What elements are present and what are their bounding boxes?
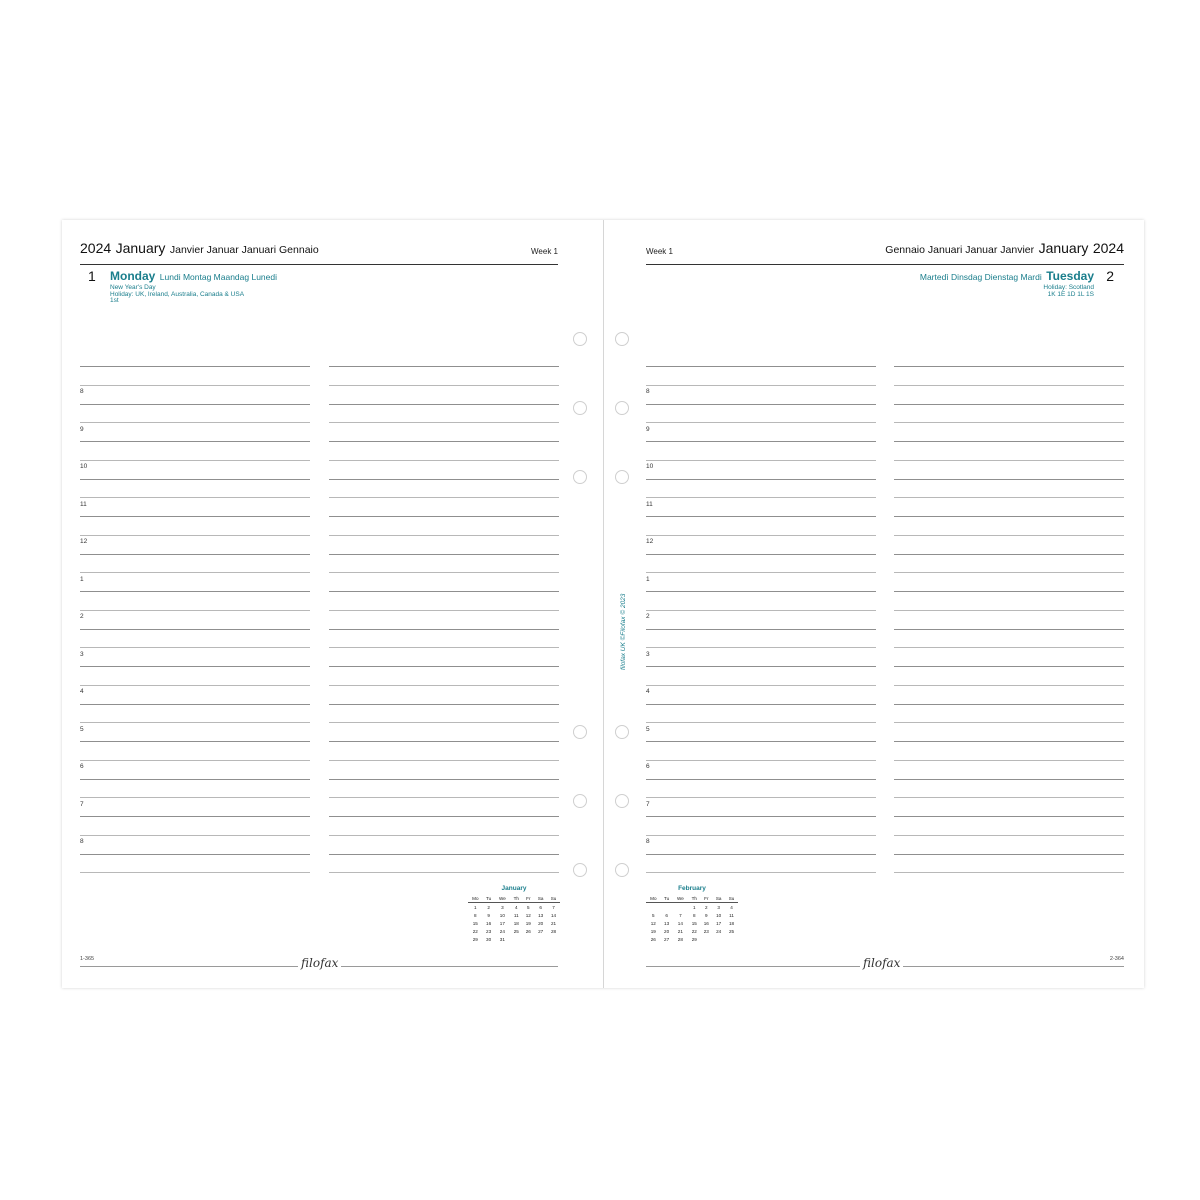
mini-cal-day: 11 [513,912,519,918]
ruled-line [329,760,559,761]
ruled-line [329,779,559,780]
mini-cal-day [673,903,689,912]
ruled-line [894,460,1124,461]
ruled-line [80,554,310,555]
mini-cal-day [661,903,673,912]
mini-cal-day: 9 [705,912,708,918]
ruled-line [329,366,559,367]
ruled-line [894,629,1124,630]
mini-cal-day: 2 [705,904,708,910]
ruled-line [646,666,876,667]
hour-label: 8 [646,838,650,845]
mini-cal-head: Mo [468,894,483,903]
binder-hole [615,725,629,739]
mini-cal-day [712,935,725,943]
mini-cal-day: 27 [538,928,544,934]
mini-cal-day [534,935,547,943]
ruled-line [894,835,1124,836]
ruled-line [646,854,876,855]
mini-cal-day: 23 [486,928,492,934]
mini-cal-day: 25 [728,928,735,934]
ruled-line [646,422,876,423]
mini-cal-day: 10 [499,912,505,918]
ruled-line [646,404,876,405]
ruled-line [894,516,1124,517]
ruled-line [894,779,1124,780]
ruled-line [894,797,1124,798]
right-page [604,220,1144,988]
ruled-line [894,666,1124,667]
mini-cal-day [522,935,534,943]
mini-cal-day: 20 [538,920,544,926]
mini-cal-head: Mo [646,894,661,903]
spine-copyright [618,540,632,670]
binder-hole [615,863,629,877]
mini-cal-day: 29 [691,936,697,942]
hour-label: 1 [646,575,650,583]
ruled-line [80,835,310,836]
ruled-line [80,816,310,817]
mini-cal-day: 14 [550,912,557,918]
hour-label: 6 [80,763,84,770]
mini-cal-head: Fr [700,894,712,903]
mini-cal-head: Fr [522,894,534,903]
mini-cal-day: 30 [486,936,492,942]
mini-cal-day: 26 [650,936,656,942]
mini-cal-day: 6 [665,912,668,918]
mini-calendar-title: February [678,885,706,892]
mini-cal-head: Tu [483,894,495,903]
left-day-note: New Year's Day [110,283,156,291]
mini-cal-head: Sa [712,894,725,903]
mini-cal-day: 15 [691,920,697,926]
ruled-line [329,666,559,667]
mini-cal-day: 9 [487,912,490,918]
mini-cal-day: 1 [693,904,696,910]
ruled-line [80,872,310,873]
ruled-line [329,816,559,817]
ruled-line [80,741,310,742]
hour-label: 10 [646,463,654,470]
right-header-title [885,240,1124,258]
hour-label: 7 [80,800,84,808]
hour-label: 4 [646,688,650,695]
left-header [80,236,558,265]
ruled-line [329,741,559,742]
mini-cal-head: Sa [534,894,547,903]
left-header-title [80,240,319,258]
mini-cal-day: 24 [716,928,722,934]
ruled-line [80,704,310,705]
ruled-line [329,722,559,723]
left-month: January [115,240,166,256]
binder-hole [615,470,629,484]
mini-cal-day: 6 [539,904,542,910]
ruled-line [646,591,876,592]
mini-calendar-january [468,885,560,943]
ruled-line [894,366,1124,367]
ruled-line [646,835,876,836]
ruled-line [80,629,310,630]
ruled-line [646,741,876,742]
ruled-line [329,647,559,648]
mini-calendar-february [646,885,738,943]
ruled-line [80,535,310,536]
ruled-line [329,497,559,498]
left-brand-logo: filofax [298,956,341,970]
mini-calendar-title: January [501,885,527,892]
ruled-line [646,872,876,873]
ruled-line [646,441,876,442]
ruled-line [894,535,1124,536]
hour-label: 5 [80,725,84,733]
left-year: 2024 [80,240,112,256]
hour-label: 12 [646,538,654,545]
binder-hole [615,401,629,415]
ruled-line [329,535,559,536]
ruled-line [894,872,1124,873]
hour-label: 11 [80,500,87,508]
right-page-code: 2-364 [1107,956,1124,962]
ruled-line [80,647,310,648]
left-month-translations: Janvier Januar Januari Gennaio [169,244,319,256]
mini-cal-head: Su [725,894,738,903]
ruled-line [894,572,1124,573]
ruled-line [646,535,876,536]
right-day-name: Tuesday [1046,269,1094,283]
binder-hole [573,725,587,739]
left-day-name: Monday [110,269,156,283]
hour-label: 3 [80,650,84,658]
left-day-translations: Lundi Montag Maandag Lunedi [159,272,277,282]
ruled-line [80,610,310,611]
left-day-block [110,268,277,305]
mini-cal-day: 19 [525,920,531,926]
ruled-line [80,685,310,686]
right-day-note: 1K 1E 1D 1L 1S [1047,290,1094,298]
ruled-line [80,666,310,667]
ruled-line [329,460,559,461]
mini-cal-head: We [673,894,689,903]
mini-cal-day: 3 [501,904,504,910]
mini-cal-day: 24 [499,928,505,934]
ruled-line [646,460,876,461]
ruled-line [894,479,1124,480]
ruled-line [329,854,559,855]
hour-label: 11 [646,500,653,508]
mini-cal-day: 13 [664,920,670,926]
left-day-note: 1st [110,297,119,305]
mini-cal-day: 22 [472,928,478,934]
hour-label: 9 [646,425,650,433]
binder-hole [573,470,587,484]
right-header [646,236,1124,265]
ruled-line [80,404,310,405]
mini-cal-day: 12 [525,912,531,918]
mini-cal-head: Th [688,894,700,903]
right-month: January [1038,240,1089,256]
mini-cal-head: We [495,894,511,903]
ruled-line [80,779,310,780]
mini-cal-day: 22 [691,928,697,934]
mini-cal-day: 18 [513,920,519,926]
mini-cal-day: 2 [487,904,490,910]
mini-cal-day: 18 [728,920,735,926]
mini-cal-day: 19 [650,928,656,934]
right-day-note: Holiday: Scotland [1043,283,1094,291]
hour-label: 7 [646,800,650,808]
ruled-line [894,385,1124,386]
ruled-line [329,835,559,836]
hour-label: 4 [80,688,84,695]
mini-cal-day: 21 [550,920,557,926]
ruled-line [646,704,876,705]
left-page-code: 1-365 [80,956,97,962]
left-day-note: Holiday: UK, Ireland, Australia, Canada & USA [110,290,245,298]
mini-cal-day: 21 [677,928,683,934]
ruled-line [646,685,876,686]
hour-label: 8 [646,388,650,395]
right-day-number: 2 [1106,268,1114,284]
mini-cal-day: 31 [499,936,505,942]
ruled-line [894,591,1124,592]
mini-cal-day: 7 [679,912,682,918]
mini-cal-day [700,935,712,943]
ruled-line [329,554,559,555]
ruled-line [646,554,876,555]
mini-cal-day: 16 [703,920,709,926]
hour-label: 12 [80,538,88,545]
left-week-label: Week 1 [531,247,558,256]
ruled-line [646,516,876,517]
ruled-line [646,816,876,817]
ruled-line [894,554,1124,555]
ruled-line [80,797,310,798]
binder-hole [573,794,587,808]
ruled-line [646,385,876,386]
ruled-line [894,441,1124,442]
ruled-line [80,422,310,423]
left-day-number: 1 [88,268,96,284]
ruled-line [80,479,310,480]
mini-cal-day [547,935,560,943]
right-month-translations: Gennaio Januari Januar Janvier [885,244,1035,256]
ruled-line [329,872,559,873]
hour-label: 6 [646,763,650,770]
mini-cal-day: 7 [552,904,555,910]
binder-hole [615,332,629,346]
ruled-line [894,404,1124,405]
right-year: 2024 [1092,240,1124,256]
ruled-line [646,760,876,761]
ruled-line [329,516,559,517]
ruled-line [329,591,559,592]
right-week-label: Week 1 [646,247,673,256]
ruled-line [894,854,1124,855]
ruled-line [646,497,876,498]
ruled-line [894,816,1124,817]
ruled-line [329,572,559,573]
ruled-line [80,722,310,723]
ruled-line [646,722,876,723]
ruled-line [894,422,1124,423]
ruled-line [329,385,559,386]
ruled-line [80,441,310,442]
ruled-line [894,741,1124,742]
ruled-line [646,797,876,798]
mini-cal-day: 3 [717,904,720,910]
diary-spread [62,220,1144,988]
mini-cal-day: 26 [525,928,531,934]
spine-copyright-text: filofax UK ©Filofax © 2023 [620,593,627,670]
ruled-line [80,760,310,761]
ruled-line [329,422,559,423]
mini-cal-day: 13 [538,912,544,918]
right-brand-logo: filofax [860,956,903,970]
mini-cal-day: 4 [515,904,518,910]
mini-cal-day [510,935,522,943]
ruled-line [894,610,1124,611]
binder-hole [573,863,587,877]
mini-cal-day: 4 [730,904,733,910]
mini-cal-day: 25 [513,928,519,934]
mini-cal-day: 15 [472,920,478,926]
mini-cal-day [646,903,661,912]
ruled-line [329,629,559,630]
ruled-line [894,722,1124,723]
mini-cal-day: 28 [677,936,683,942]
mini-cal-head: Th [510,894,522,903]
mini-cal-head: Tu [661,894,673,903]
mini-cal-head: Su [547,894,560,903]
ruled-line [329,704,559,705]
hour-label: 3 [646,650,650,658]
ruled-line [894,760,1124,761]
ruled-line [894,497,1124,498]
ruled-line [646,572,876,573]
ruled-line [80,497,310,498]
ruled-line [80,572,310,573]
right-day-block [920,268,1094,298]
hour-label: 10 [80,463,88,470]
mini-cal-day: 23 [703,928,709,934]
ruled-line [646,779,876,780]
mini-cal-day: 14 [677,920,683,926]
mini-cal-day: 10 [716,912,722,918]
ruled-line [80,854,310,855]
ruled-line [894,647,1124,648]
mini-cal-day: 11 [729,912,734,918]
mini-cal-day: 29 [472,936,478,942]
mini-cal-day: 17 [499,920,505,926]
binder-hole [573,401,587,415]
hour-label: 8 [80,388,84,395]
binder-hole [615,794,629,808]
mini-cal-day: 5 [527,904,530,910]
ruled-line [646,366,876,367]
ruled-line [80,460,310,461]
ruled-line [80,516,310,517]
mini-cal-day [725,935,738,943]
hour-label: 2 [80,613,84,620]
ruled-line [894,685,1124,686]
left-page [62,220,604,988]
ruled-line [329,610,559,611]
ruled-line [80,385,310,386]
mini-cal-day: 1 [474,904,477,910]
ruled-line [329,441,559,442]
mini-cal-day: 12 [650,920,656,926]
ruled-line [646,610,876,611]
ruled-line [329,404,559,405]
mini-cal-day: 5 [652,912,655,918]
mini-cal-day: 20 [664,928,670,934]
ruled-line [80,591,310,592]
ruled-line [329,685,559,686]
ruled-line [894,704,1124,705]
hour-label: 2 [646,613,650,620]
hour-label: 8 [80,838,84,845]
hour-label: 1 [80,575,84,583]
hour-label: 9 [80,425,84,433]
ruled-line [329,479,559,480]
mini-cal-day: 28 [550,928,557,934]
ruled-line [646,629,876,630]
mini-cal-day: 8 [693,912,696,918]
ruled-line [646,479,876,480]
mini-cal-day: 16 [486,920,492,926]
mini-cal-day: 8 [474,912,477,918]
mini-cal-day: 17 [716,920,722,926]
ruled-line [80,366,310,367]
ruled-line [646,647,876,648]
binder-hole [573,332,587,346]
mini-cal-day: 27 [664,936,670,942]
ruled-line [329,797,559,798]
hour-label: 5 [646,725,650,733]
right-day-translations: Martedì Dinsdag Dienstag Mardi [919,272,1042,282]
